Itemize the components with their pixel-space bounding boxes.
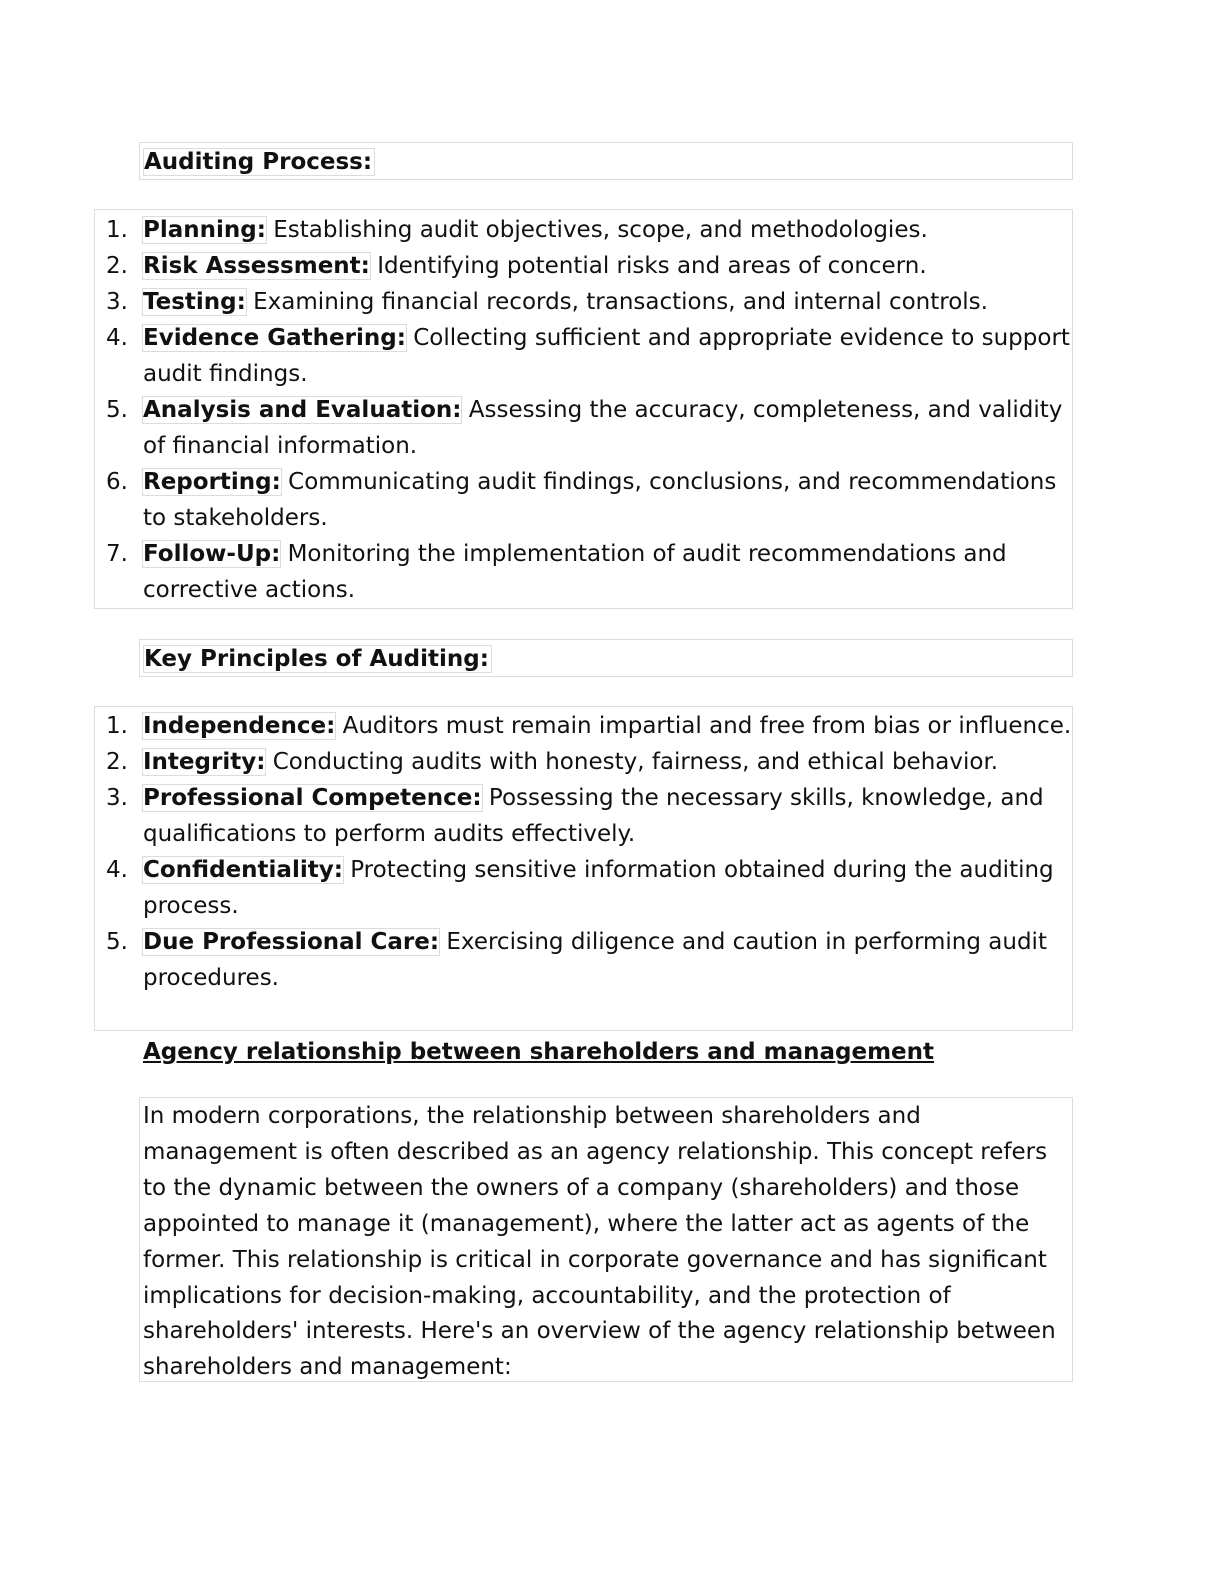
list-item-term: Follow-Up:: [143, 541, 281, 567]
list-item-text: Collecting sufficient and appropriate evidence to support audit findings.: [143, 325, 1070, 387]
list-item-term: Confidentiality:: [143, 857, 343, 883]
list-item-text: Monitoring the implementation of audit recommendations and corrective actions.: [143, 541, 1007, 603]
list-item-term: Planning:: [143, 217, 266, 243]
list-item: 1. Planning: Establishing audit objectives, scope, and methodologies.: [106, 217, 928, 243]
list-item-term: Evidence Gathering:: [143, 325, 406, 351]
list-item: 7. Follow-Up: Monitoring the implementation of audit recommendations and corrective actions.: [106, 541, 1007, 603]
auditing-process-heading: Auditing Process:: [143, 146, 375, 178]
list-item-text: Exercising diligence and caution in performing audit procedures.: [143, 929, 1047, 991]
list-item-text: Protecting sensitive information obtained during the auditing process.: [143, 857, 1054, 919]
list-item: 4. Confidentiality: Protecting sensitive information obtained during the auditing process.: [106, 857, 1054, 919]
list-item-text: Assessing the accuracy, completeness, and validity of financial information.: [143, 397, 1063, 459]
list-item: 2. Risk Assessment: Identifying potential risks and areas of concern.: [106, 253, 927, 279]
list-item: 2. Integrity: Conducting audits with honesty, fairness, and ethical behavior.: [106, 749, 999, 775]
list-item-text: Identifying potential risks and areas of concern.: [369, 253, 927, 279]
list-item-term: Due Professional Care:: [143, 929, 440, 955]
list-item-text: Auditors must remain impartial and free from bias or influence.: [335, 713, 1072, 739]
list-item-term: Reporting:: [143, 469, 281, 495]
key-principles-heading: Key Principles of Auditing:: [143, 643, 492, 675]
key-principles-list: [95, 708, 1075, 996]
list-item: 5. Due Professional Care: Exercising diligence and caution in performing audit procedures.: [106, 929, 1047, 991]
agency-relationship-heading: Agency relationship between shareholders and management: [143, 1039, 935, 1065]
auditing-process-list: [95, 212, 1075, 608]
list-item-term: Risk Assessment:: [143, 253, 370, 279]
list-item: 3. Testing: Examining financial records, transactions, and internal controls.: [106, 289, 988, 315]
list-item-term: Professional Competence:: [143, 785, 482, 811]
agency-paragraph: In modern corporations, the relationship between shareholders and management is often described as an agency relationship. This concept refers to the dynamic between the owners of a company (shareholders) and those appointed to manage it (management), where the latter act as agents of the former. This relationship is critical in corporate governance and has significant implications for decision-making, accountability, and the protection of shareholders' interests. Here's an overview of the agency relationship between shareholders and management:: [143, 1103, 1056, 1381]
list-item: 1. Independence: Auditors must remain impartial and free from bias or influence.: [106, 713, 1072, 739]
list-item-text: Conducting audits with honesty, fairness, and ethical behavior.: [265, 749, 999, 775]
list-item: 5. Analysis and Evaluation: Assessing the accuracy, completeness, and validity of financial information.: [106, 397, 1063, 459]
list-item: 6. Reporting: Communicating audit findings, conclusions, and recommendations to stakeholders.: [106, 469, 1057, 531]
list-item-text: Communicating audit findings, conclusions, and recommendations to stakeholders.: [143, 469, 1057, 531]
list-item-term: Testing:: [143, 289, 246, 315]
list-item-term: Analysis and Evaluation:: [143, 397, 462, 423]
list-item-term: Independence:: [143, 713, 336, 739]
list-item: 4. Evidence Gathering: Collecting sufficient and appropriate evidence to support audit findings.: [106, 325, 1070, 387]
list-item-term: Integrity:: [143, 749, 266, 775]
list-item-text: Possessing the necessary skills, knowledge, and qualifications to perform audits effectively.: [143, 785, 1044, 847]
list-item-text: Establishing audit objectives, scope, and methodologies.: [265, 217, 928, 243]
list-item: 3. Professional Competence: Possessing the necessary skills, knowledge, and qualifications to perform audits effectively.: [106, 785, 1044, 847]
list-item-text: Examining financial records, transactions, and internal controls.: [245, 289, 988, 315]
